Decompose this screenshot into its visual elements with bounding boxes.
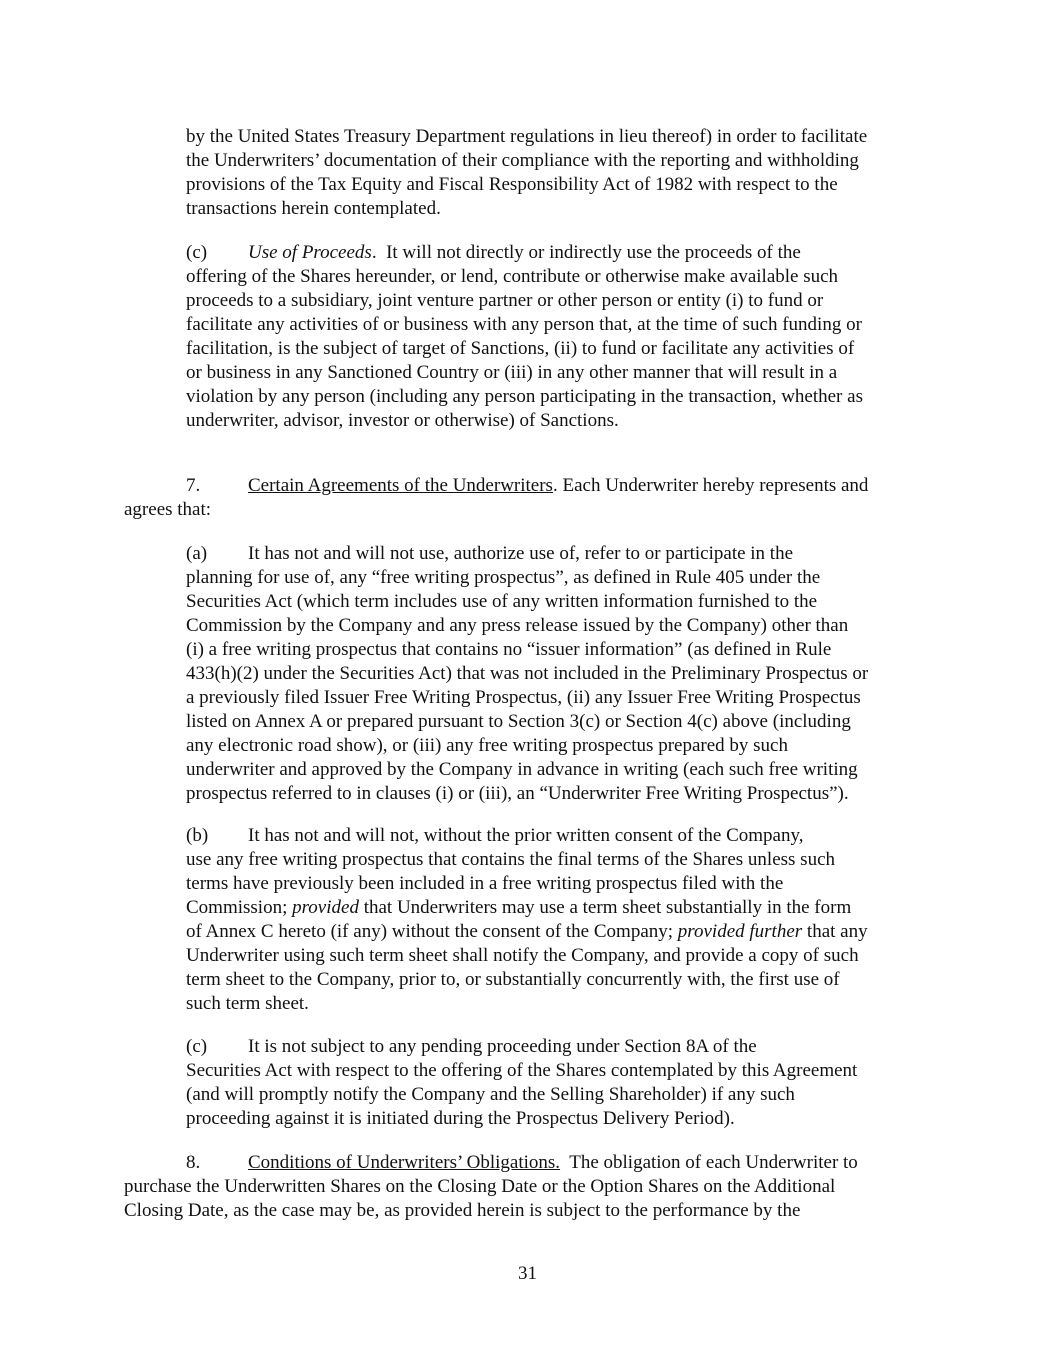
text-line: (i) a free writing prospectus that contains no “issuer information” (as defined in Rule [186, 639, 832, 660]
emphasis-text: provided further [677, 921, 803, 942]
text-line: transactions herein contemplated. [186, 198, 441, 219]
text-line [186, 896, 946, 920]
emphasis-text: provided [292, 897, 359, 918]
section-8-first-line [186, 1151, 858, 1175]
text-line [186, 824, 946, 848]
text-line: agrees that: [124, 499, 212, 520]
text-line: Underwriter using such term sheet shall notify the Company, and provide a copy of such [186, 945, 859, 966]
clause-marker: (b) [186, 825, 209, 846]
text-line: underwriter, advisor, investor or otherwise) of Sanctions. [186, 410, 619, 431]
text-line: Commission by the Company and any press release issued by the Company) other than [186, 615, 849, 636]
section-8-continuation [124, 1175, 944, 1223]
text-line: purchase the Underwritten Shares on the Closing Date or the Option Shares on the Additional [124, 1176, 836, 1197]
text-line: Closing Date, as the case may be, as provided herein is subject to the performance by the [124, 1200, 801, 1221]
text-line: a previously filed Issuer Free Writing Prospectus, (ii) any Issuer Free Writing Prospectus [186, 687, 861, 708]
clause-marker: (c) [186, 1036, 208, 1057]
text-line: Securities Act (which term includes use of any written information furnished to the [186, 591, 818, 612]
text-fragment: of Annex C hereto (if any) without the consent of the Company; [186, 921, 678, 942]
section-7c-paragraph [186, 1035, 946, 1131]
text-line: provisions of the Tax Equity and Fiscal Responsibility Act of 1982 with respect to the [186, 174, 838, 195]
text-line [186, 542, 946, 566]
section-6c-paragraph [186, 241, 946, 433]
text-line [186, 474, 868, 498]
text-line: offering of the Shares hereunder, or lend, contribute or otherwise make available such [186, 266, 839, 287]
text-line: facilitation, is the subject of target of Sanctions, (ii) to fund or facilitate any activities of [186, 338, 855, 359]
section-heading: Certain Agreements of the Underwriters [248, 475, 553, 496]
text-line [186, 1035, 946, 1059]
text-fragment: It has not and will not use, authorize use of, refer to or participate in the [248, 543, 794, 564]
section-7b-paragraph [186, 824, 946, 1016]
text-line: (and will promptly notify the Company and the Selling Shareholder) if any such [186, 1084, 795, 1105]
intro-paragraph [186, 125, 946, 221]
section-7-second-line [124, 498, 211, 522]
text-line [186, 920, 946, 944]
text-line: listed on Annex A or prepared pursuant to Section 3(c) or Section 4(c) above (including [186, 711, 851, 732]
text-line: any electronic road show), or (iii) any free writing prospectus prepared by such [186, 735, 788, 756]
section-number: 8. [186, 1152, 201, 1173]
text-line: or business in any Sanctioned Country or (iii) in any other manner that will result in a [186, 362, 838, 383]
text-fragment: . Each Underwriter hereby represents and [552, 475, 869, 496]
text-line: prospectus referred to in clauses (i) or (iii), an “Underwriter Free Writing Prospectus”). [186, 783, 849, 804]
text-fragment: that Underwriters may use a term sheet substantially in the form [358, 897, 852, 918]
section-heading: Conditions of Underwriters’ Obligations. [248, 1152, 561, 1173]
text-line [186, 1151, 858, 1175]
text-line: term sheet to the Company, prior to, or substantially concurrently with, the first use of [186, 969, 840, 990]
text-fragment: . It will not directly or indirectly use the proceeds of the [371, 242, 801, 263]
text-line: proceeds to a subsidiary, joint venture partner or other person or entity (i) to fund or [186, 290, 824, 311]
text-line: 433(h)(2) under the Securities Act) that was not included in the Preliminary Prospectus or [186, 663, 869, 684]
text-line: the Underwriters’ documentation of their compliance with the reporting and withholding [186, 150, 859, 171]
text-line: use any free writing prospectus that contains the final terms of the Shares unless such [186, 849, 835, 870]
text-fragment: The obligation of each Underwriter to [560, 1152, 858, 1173]
section-number: 7. [186, 475, 201, 496]
text-line: facilitate any activities of or business with any person that, at the time of such funding or [186, 314, 862, 335]
section-7a-paragraph [186, 542, 946, 806]
text-line [186, 241, 946, 265]
text-fragment: It is not subject to any pending proceeding under Section 8A of the [248, 1036, 757, 1057]
section-7-first-line [186, 474, 868, 498]
text-line: violation by any person (including any person participating in the transaction, whether as [186, 386, 863, 407]
text-line: proceeding against it is initiated during the Prospectus Delivery Period). [186, 1108, 735, 1129]
text-line: Securities Act with respect to the offering of the Shares contemplated by this Agreement [186, 1060, 858, 1081]
text-line: such term sheet. [186, 993, 309, 1014]
text-fragment: that any [802, 921, 868, 942]
text-line: by the United States Treasury Department regulations in lieu thereof) in order to facilitate [186, 126, 868, 147]
page-number: 31 [518, 1263, 537, 1284]
text-line: planning for use of, any “free writing prospectus”, as defined in Rule 405 under the [186, 567, 821, 588]
text-line: underwriter and approved by the Company in advance in writing (each such free writing [186, 759, 858, 780]
text-fragment: It has not and will not, without the prior written consent of the Company, [248, 825, 804, 846]
clause-marker: (a) [186, 543, 208, 564]
section-heading: Use of Proceeds [248, 242, 372, 263]
text-fragment: Commission; [186, 897, 293, 918]
clause-marker: (c) [186, 242, 208, 263]
text-line: terms have previously been included in a free writing prospectus filed with the [186, 873, 784, 894]
